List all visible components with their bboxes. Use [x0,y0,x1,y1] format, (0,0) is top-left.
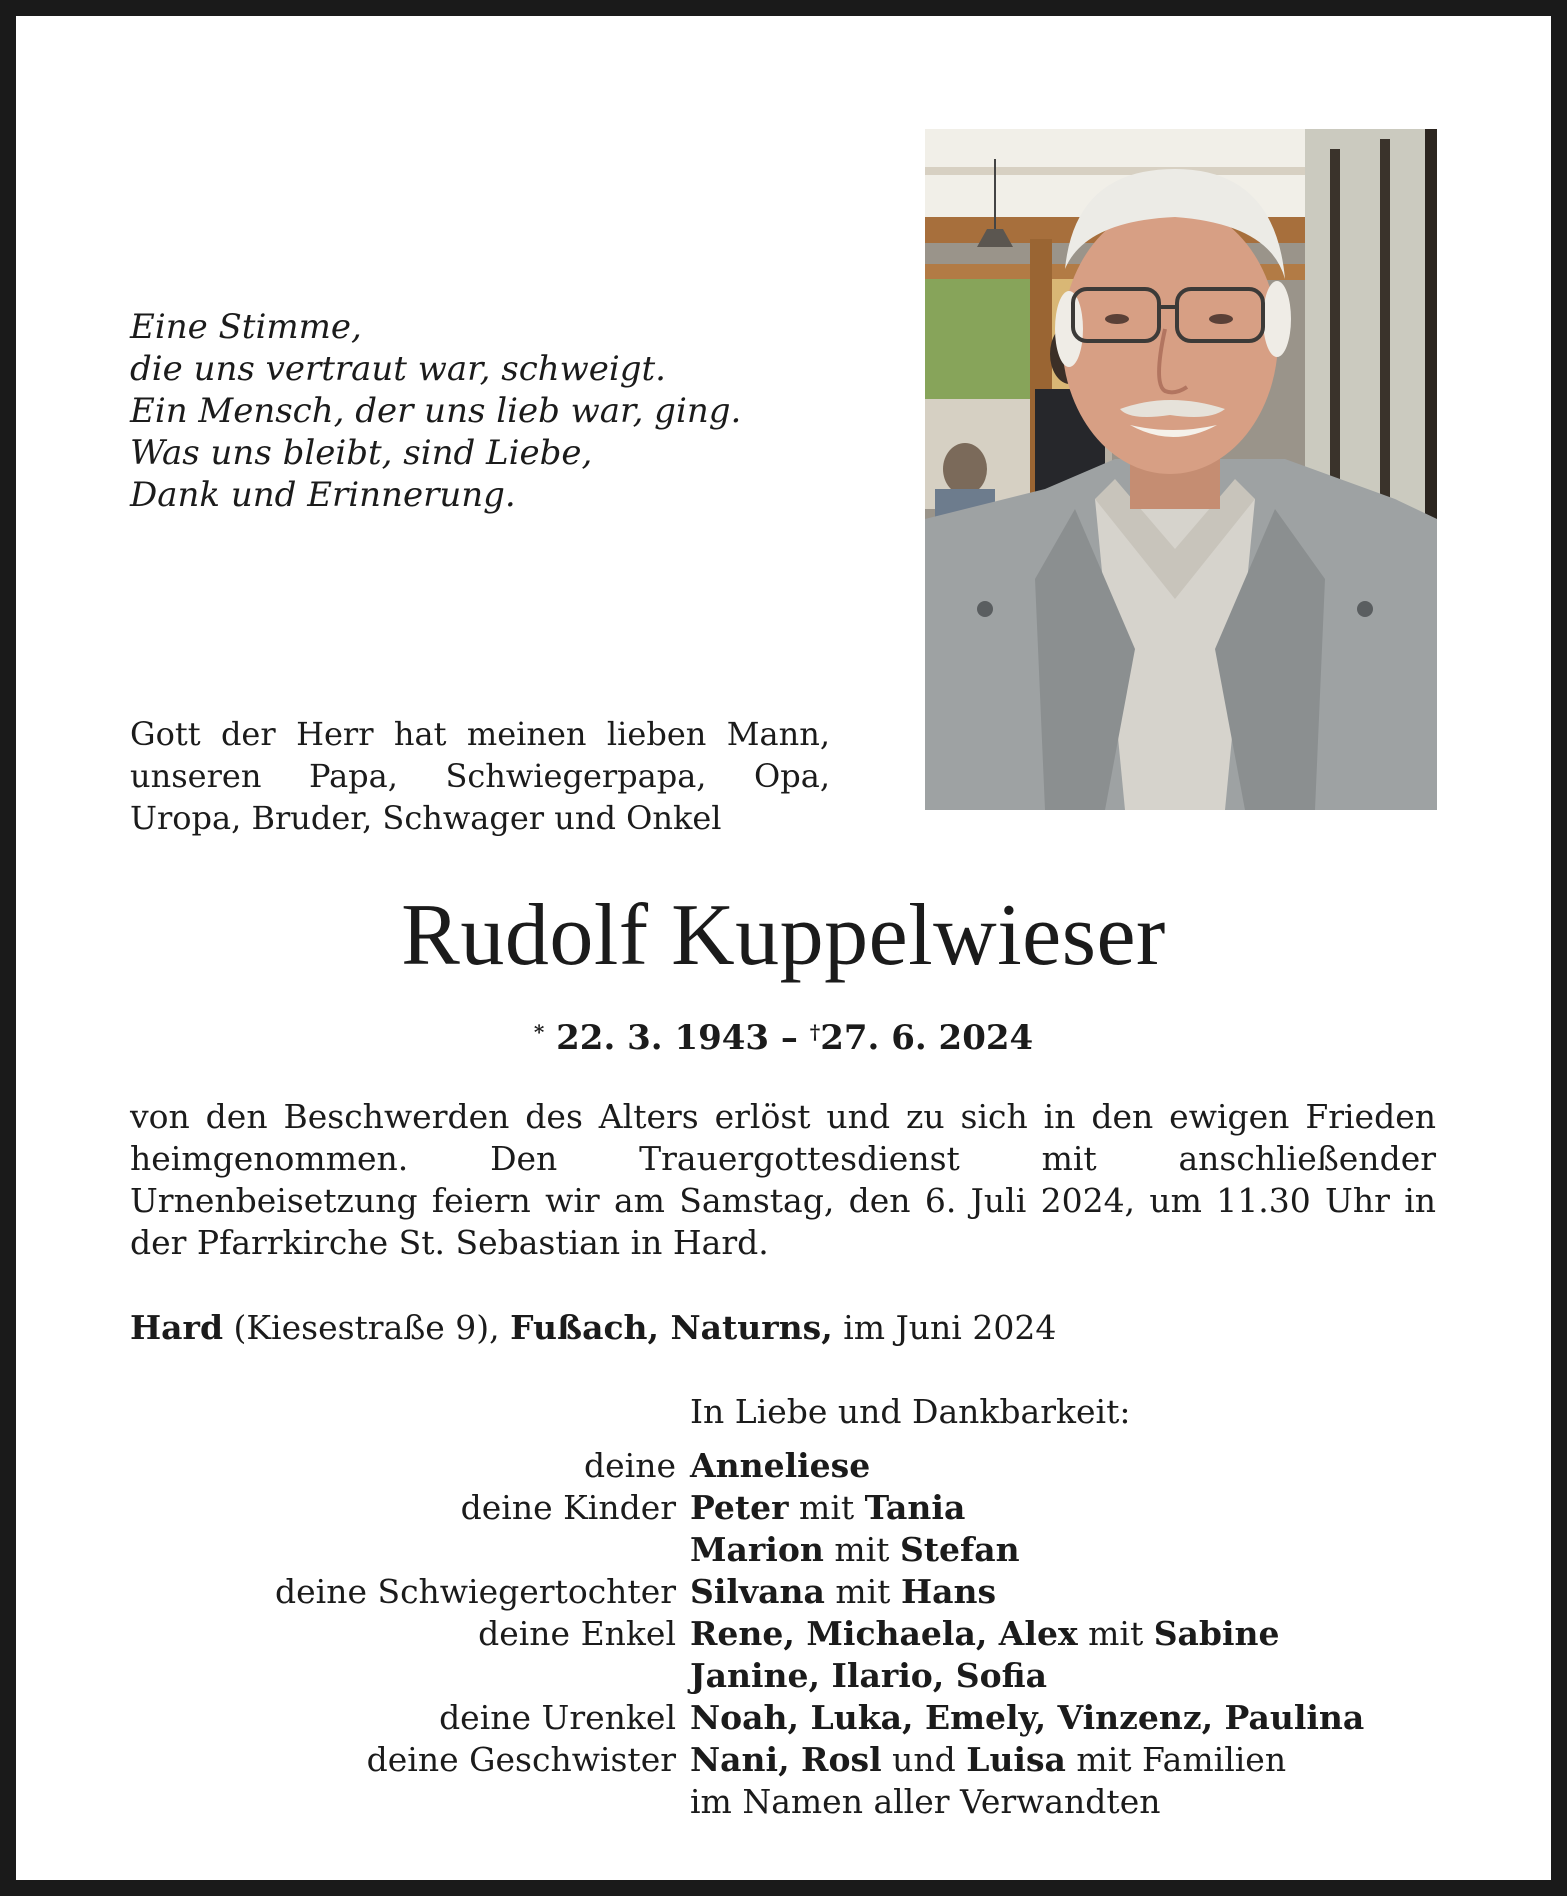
mourner-name: Rene, Michaela, Alex [690,1614,1078,1653]
birth-symbol: * [533,1020,545,1044]
mourner-name: Hans [900,1572,997,1611]
mourner-label: deine Enkel [478,1614,676,1653]
poem-line: Was uns bleibt, sind Liebe, [130,433,593,473]
mourner-name: Janine, Ilario, Sofia [690,1656,1047,1695]
mourner-row [130,1445,1470,1487]
place-address: (Kiesestraße 9), [223,1308,511,1347]
place-other: Fußach, Naturns, [510,1308,833,1347]
mourner-label [130,1781,690,1823]
place-hard: Hard [130,1308,224,1347]
mourner-name: Stefan [899,1530,1020,1569]
poem-line: Eine Stimme, [130,307,362,347]
birth-date: 22. 3. 1943 [556,1018,770,1058]
mourner-row [130,1697,1470,1739]
service-announcement: von den Beschwerden des Alters erlöst und zu sich in den ewigen Frieden heimgenommen. Den Trauergottesdienst mit anschließender Urnenbeisetzung feiern wir am Samstag, den 6. Juli 2024, um 11.30 Uhr in der Pfarrkirche St. Sebastian in Hard. [130,1097,1436,1262]
mourner-name: Anneliese [690,1446,871,1485]
mourners-list [130,1445,1470,1823]
poem-line: Ein Mensch, der uns lieb war, ging. [130,391,742,431]
mourner-row [130,1739,1470,1781]
mourner-name: Silvana [690,1572,825,1611]
mourner-note: im Namen aller Verwandten [690,1782,1161,1821]
mourner-label: deine [584,1446,676,1485]
mourner-name: Noah, Luka, Emely, Vinzenz, Paulina [690,1698,1365,1737]
mourner-name: Sabine [1153,1614,1280,1653]
place-and-date [130,1307,1436,1349]
life-dates [16,1011,1551,1059]
mourner-row [130,1655,1470,1697]
portrait-photo [925,129,1437,810]
mourner-label: deine Kinder [460,1488,676,1527]
mourner-row [130,1487,1470,1529]
intro-text: Gott der Herr hat meinen lieben Mann, unseren Papa, Schwiegerpapa, Opa, Uropa, Bruder, Schwager und Onkel [130,715,830,837]
date-separator: – [780,1018,798,1058]
mourner-label [130,1655,690,1697]
mourner-connector: mit [824,1572,901,1611]
closing-line: In Liebe und Dankbarkeit: [690,1392,1131,1431]
obituary-page [16,16,1551,1880]
mourner-label: deine Geschwister [366,1740,676,1779]
mourner-label [130,1529,690,1571]
place-date: im Juni 2024 [832,1308,1057,1347]
mourner-row [130,1571,1470,1613]
mourner-name: Peter [690,1488,789,1527]
mourner-label: deine Urenkel [439,1698,676,1737]
mourner-connector: mit Familien [1065,1740,1287,1779]
mourner-name: Nani, Rosl [690,1740,882,1779]
death-date: 27. 6. 2024 [820,1018,1034,1058]
mourner-name: Tania [864,1488,966,1527]
mourner-label: deine Schwiegertochter [274,1572,676,1611]
poem-line: die uns vertraut war, schweigt. [130,349,666,389]
mourner-connector: und [881,1740,967,1779]
mourner-connector: mit [1077,1614,1154,1653]
mourner-row [130,1529,1470,1571]
poem-line: Dank und Erinnerung. [130,475,516,515]
mourner-row [130,1613,1470,1655]
mourner-connector: mit [823,1530,900,1569]
deceased-name: Rudolf Kuppelwieser [401,887,1166,984]
death-symbol: † [809,1020,821,1044]
memorial-poem [130,306,830,516]
mourner-name: Marion [690,1530,824,1569]
mourner-row [130,1781,1470,1823]
mourner-connector: mit [788,1488,865,1527]
mourner-name: Luisa [966,1740,1066,1779]
